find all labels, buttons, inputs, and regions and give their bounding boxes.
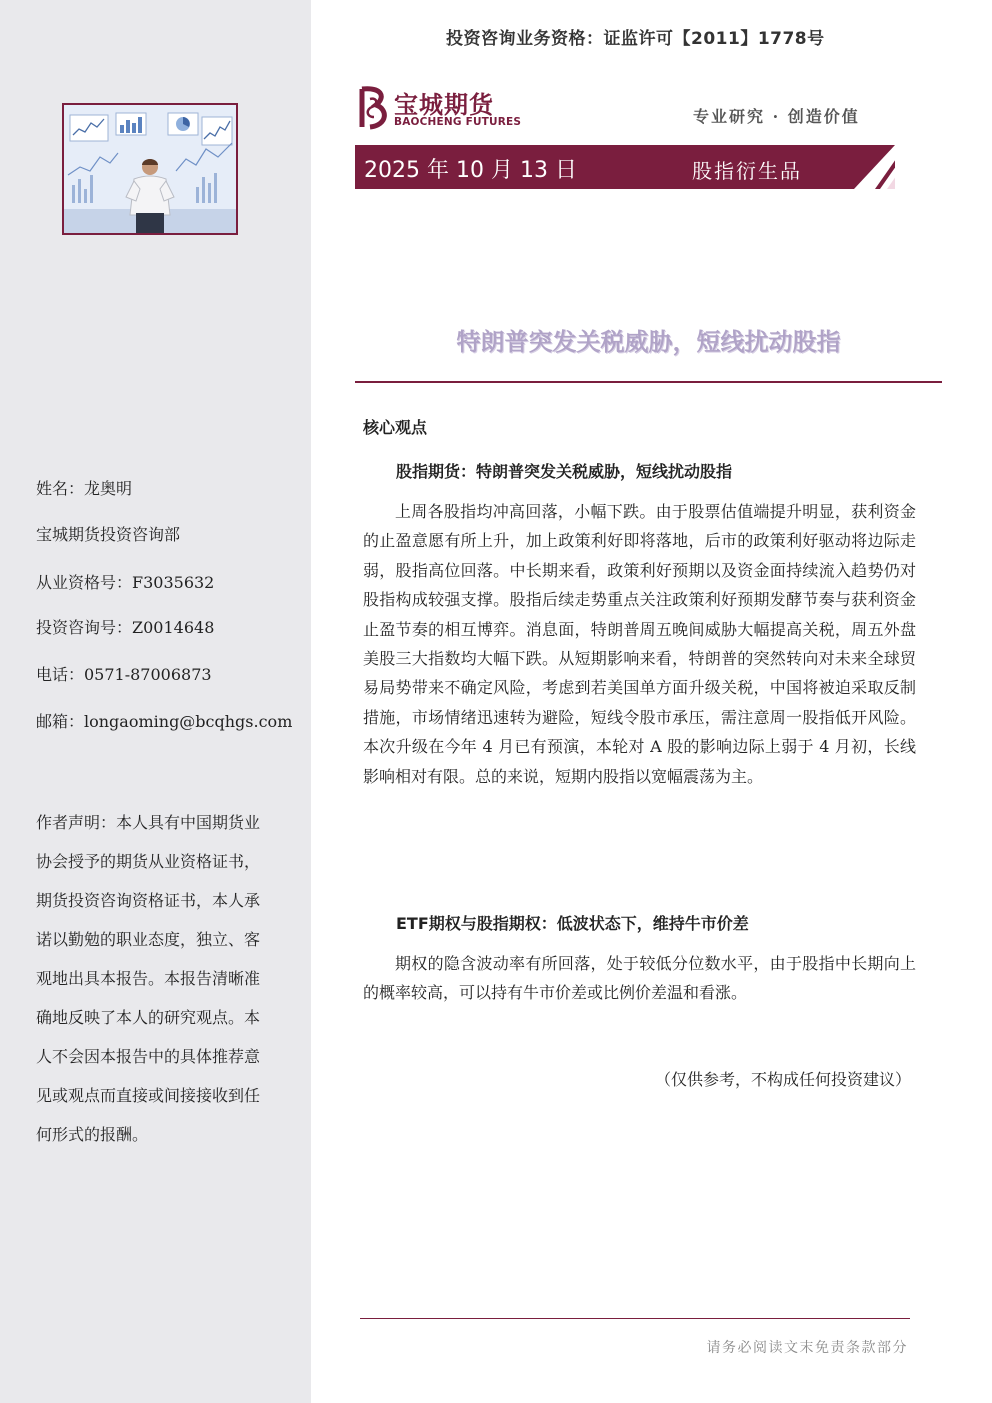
author-consult-number: 投资咨询号：Z0014648 <box>36 618 215 637</box>
cover-photo <box>62 103 238 235</box>
company-logo <box>356 85 526 133</box>
author-department: 宝城期货投资咨询部 <box>36 525 181 544</box>
section1-text: 上周各股指均冲高回落，小幅下跌。由于股票估值端提升明显，获利资金的止盈意愿有所上升，加上政策利好即将落地，后市的政策利好驱动将边际走弱，股指高位回落。中长期来看，政策利好预期以及资金面持续流入趋势仍对股指构成较强支撑。股指后续走势重点关注政策利好预期发酵节奏与获利资金止盈节奏的相互博弈。消息面，特朗普周五晚间威胁大幅提高关税，周五外盘美股三大指数均大幅下跌。从短期影响来看，特朗普的突然转向对未来全球贸易局势带来不确定风险，考虑到若美国单方面升级关税，中国将被迫采取反制措施，市场情绪迅速转为避险，短线令股市承压，需注意周一股指低开风险。本次升级在今年 4 月已有预演，本轮对 A 股的影响边际上弱于 4 月初，长线影响相对有限。总的来说，短期内股指以宽幅震荡为主。 <box>363 502 916 786</box>
reference-disclaimer: （仅供参考，不构成任何投资建议） <box>654 1070 911 1089</box>
footer-note: 请务必阅读文末免责条款部分 <box>706 1340 908 1356</box>
author-phone: 电话：0571-87006873 <box>36 665 212 684</box>
report-title: 特朗普突发关税威胁，短线扰动股指 <box>456 328 841 356</box>
section2-text: 期权的隐含波动率有所回落，处于较低分位数水平，由于股指中长期向上的概率较高，可以持有牛市价差或比例价差温和看涨。 <box>363 954 916 1003</box>
logo-chinese-name: 宝城期货 <box>394 91 494 119</box>
report-category: 股指衍生品 <box>692 159 802 183</box>
author-name: 姓名：龙奥明 <box>36 479 133 498</box>
title-divider <box>355 381 942 383</box>
section1-heading: 股指期货：特朗普突发关税威胁，短线扰动股指 <box>396 462 733 481</box>
businessman-charts-image <box>64 105 236 233</box>
author-license: 从业资格号：F3035632 <box>36 573 215 592</box>
qualification-line: 投资咨询业务资格：证监许可【2011】1778号 <box>446 29 825 49</box>
logo-english-name: BAOCHENG FUTURES <box>394 116 522 128</box>
author-declaration: 作者声明：本人具有中国期货业协会授予的期货从业资格证书，期货投资咨询资格证书，本人承诺以勤勉的职业态度，独立、客观地出具本报告。本报告清晰准确地反映了本人的研究观点。本人不会因本报告中的具体推荐意见或观点而直接或间接接收到任何形式的报酬。 <box>36 813 261 1144</box>
logo-mark-icon <box>356 85 390 131</box>
report-date: 2025 年 10 月 13 日 <box>364 158 577 183</box>
slogan: 专业研究 · 创造价值 <box>693 107 860 126</box>
sidebar <box>0 0 311 1403</box>
core-view-heading: 核心观点 <box>363 418 428 437</box>
footer-divider <box>360 1318 910 1319</box>
section2-heading: ETF期权与股指期权：低波状态下，维持牛市价差 <box>396 914 749 933</box>
author-email: 邮箱：longaoming@bcqhgs.com <box>36 712 293 731</box>
